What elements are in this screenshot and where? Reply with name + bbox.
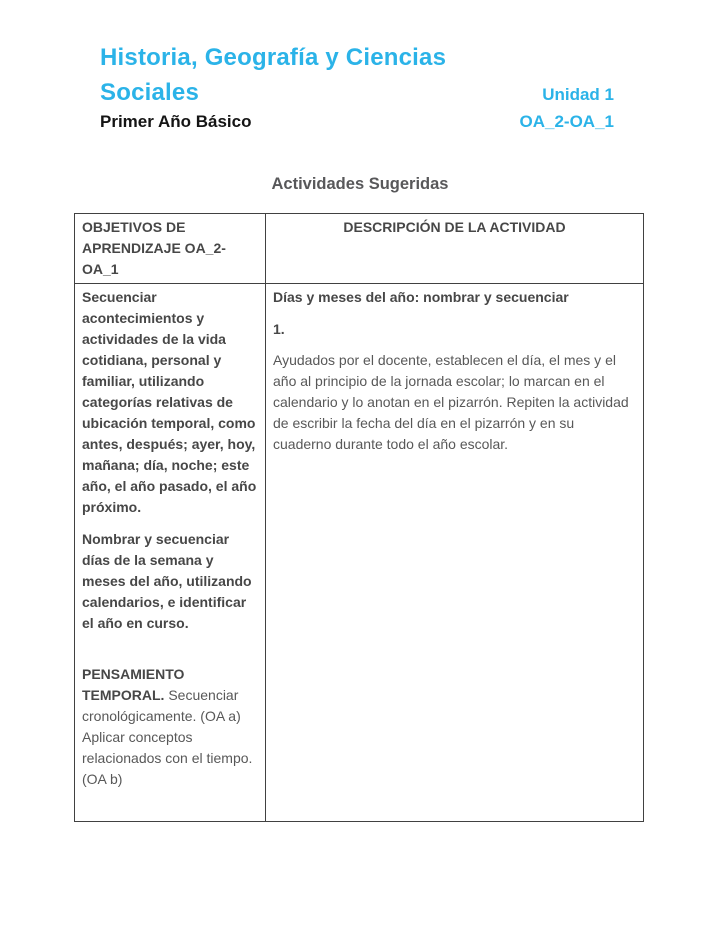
unit-label: Unidad 1 xyxy=(542,85,614,104)
section-title: Actividades Sugeridas xyxy=(271,175,449,193)
activity-number: 1. xyxy=(273,321,285,337)
skill-label: PENSAMIENTO TEMPORAL. xyxy=(82,666,185,703)
activities-table xyxy=(74,213,644,822)
objective-paragraph-2: Nombrar y secuenciar días de la semana y meses del año, utilizando calendarios, e identificar el año en curso. xyxy=(82,531,252,631)
activity-description: Ayudados por el docente, establecen el día, el mes y el año al principio de la jornada escolar; lo marcan en el calendario y lo anotan en el pizarrón. Repiten la actividad de escribir la fecha del día en el pizarrón y en su cuaderno durante todo el año escolar. xyxy=(273,352,629,452)
objective-paragraph-1: Secuenciar acontecimientos y actividades de la vida cotidiana, personal y familiar, utilizando categorías relativas de ubicación temporal, como antes, después; ayer, hoy, mañana; día, noche; este año, el año pasado, el año próximo. xyxy=(82,289,257,515)
activity-heading: Días y meses del año: nombrar y secuenciar xyxy=(273,289,569,305)
document-title-line1: Historia, Geografía y Ciencias xyxy=(100,44,447,71)
document-subtitle-row xyxy=(100,110,614,133)
skill-text: Secuenciar cronológicamente. (OA a) Aplicar conceptos relacionados con el tiempo. (OA b) xyxy=(82,687,253,787)
document-title-row2 xyxy=(100,75,614,110)
table-header-row xyxy=(75,214,644,284)
masthead xyxy=(100,40,614,133)
objectives-cell xyxy=(75,284,266,822)
oa-code-label: OA_2-OA_1 xyxy=(519,112,614,131)
table-body-row xyxy=(75,284,644,822)
description-header-cell: DESCRIPCIÓN DE LA ACTIVIDAD xyxy=(266,214,644,284)
document-title-line2: Sociales xyxy=(100,79,199,106)
course-label: Primer Año Básico xyxy=(100,112,252,131)
objectives-header-cell: OBJETIVOS DE APRENDIZAJE OA_2-OA_1 xyxy=(75,214,266,284)
activity-cell xyxy=(266,284,644,822)
skill-paragraph xyxy=(82,664,258,790)
